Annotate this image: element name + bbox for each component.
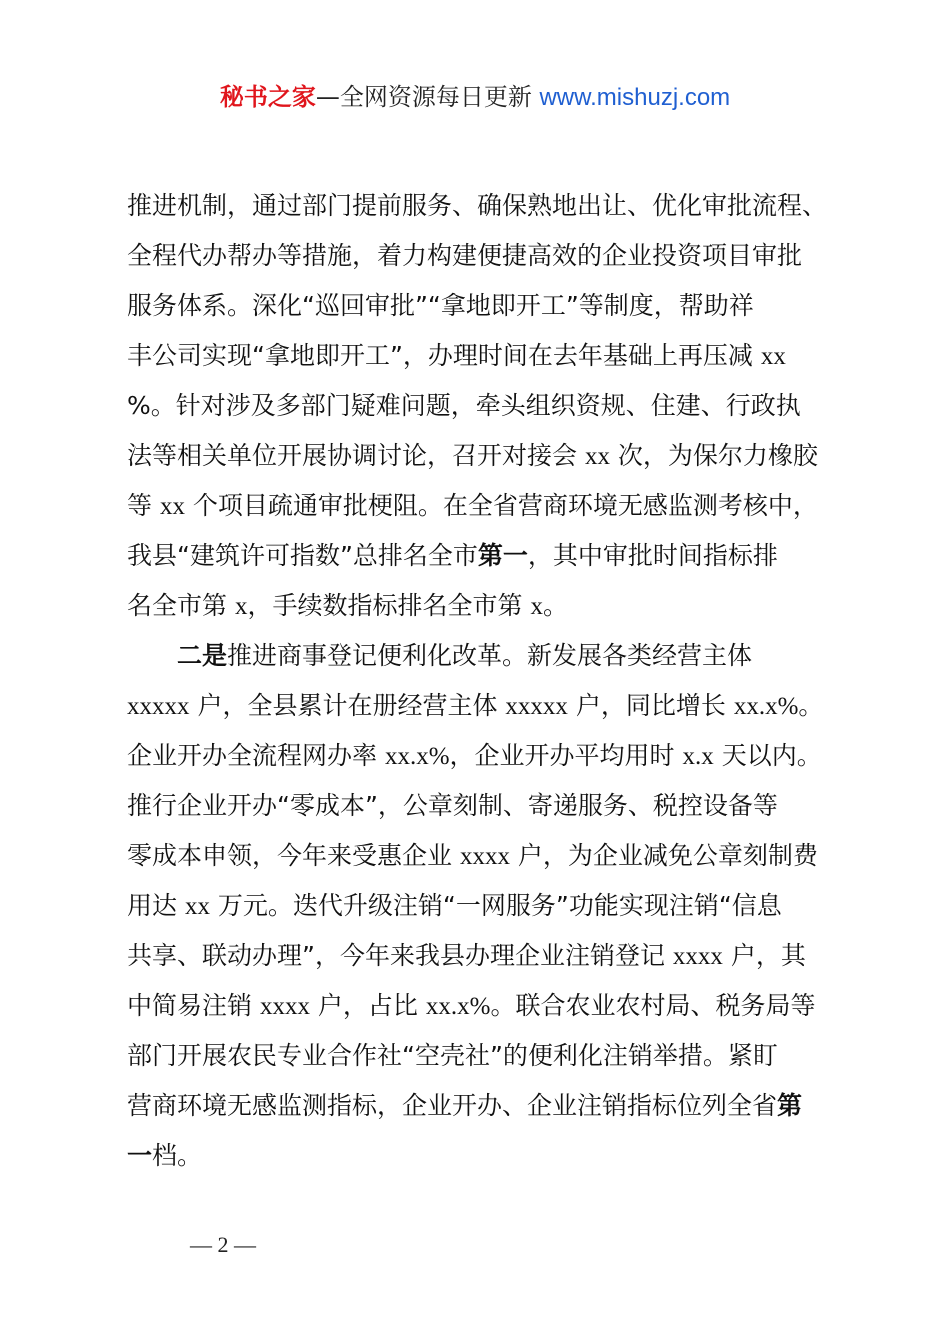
emphasis-first: 第一	[477, 541, 528, 570]
text-line: 推进机制，通过部门提前服务、确保熟地出让、优化审批流程、	[127, 191, 828, 220]
text-line: 中简易注销 xxxx 户，占比 xx.x%。联合农业农村局、税务局等	[127, 991, 816, 1020]
text-line: 全程代办帮办等措施，着力构建便捷高效的企业投资项目审批	[127, 241, 803, 270]
text-line: 法等相关单位开展协调讨论，召开对接会 xx 次，为保尔力橡胶	[127, 441, 818, 470]
text-line: 用达 xx 万元。迭代升级注销“一网服务”功能实现注销“信息	[127, 891, 782, 920]
text-line: 等 xx 个项目疏通审批梗阻。在全省营商环境无感监测考核中，	[127, 491, 818, 520]
site-url-link[interactable]: www.mishuzj.com	[539, 84, 731, 111]
text-line: 营商环境无感监测指标，企业开办、企业注销指标位列全省第	[127, 1091, 803, 1120]
text-line: 共享、联动办理”，今年来我县办理企业注销登记 xxxx 户，其	[127, 941, 806, 970]
text-line: 部门开展农民专业合作社“空壳社”的便利化注销举措。紧盯	[127, 1041, 778, 1070]
text-line: 丰公司实现“拿地即开工”，办理时间在去年基础上再压减 xx	[127, 341, 786, 370]
text-line: 一档。	[127, 1141, 203, 1170]
document-body	[127, 181, 833, 1181]
text-line: 二是推进商事登记便利化改革。新发展各类经营主体	[177, 641, 753, 670]
text-line: %。针对涉及多部门疑难问题，牵头组织资规、住建、行政执	[127, 391, 801, 420]
text-line: 推行企业开办“零成本”，公章刻制、寄递服务、税控设备等	[127, 791, 778, 820]
text-line: 服务体系。深化“巡回审批”“拿地即开工”等制度，帮助祥	[127, 291, 754, 320]
text-line: 我县“建筑许可指数”总排名全市第一，其中审批时间指标排	[127, 541, 778, 570]
text-line: 名全市第 x，手续数指标排名全市第 x。	[127, 591, 568, 620]
page-number: — 2 —	[190, 1232, 256, 1257]
section-marker: 二是	[177, 641, 228, 670]
text-line: 企业开办全流程网办率 xx.x%，企业开办平均用时 x.x 天以内。	[127, 741, 822, 770]
text-line: xxxxx 户，全县累计在册经营主体 xxxxx 户，同比增长 xx.x%。	[127, 691, 824, 720]
text-line: 零成本申领，今年来受惠企业 xxxx 户，为企业减免公章刻制费	[127, 841, 818, 870]
site-header	[0, 80, 950, 115]
emphasis-first-tier: 第	[777, 1091, 803, 1120]
header-tagline: —全网资源每日更新	[315, 83, 532, 111]
brand-name: 秘书之家	[219, 83, 316, 111]
emphasis-first-tier: 一	[127, 1141, 153, 1170]
